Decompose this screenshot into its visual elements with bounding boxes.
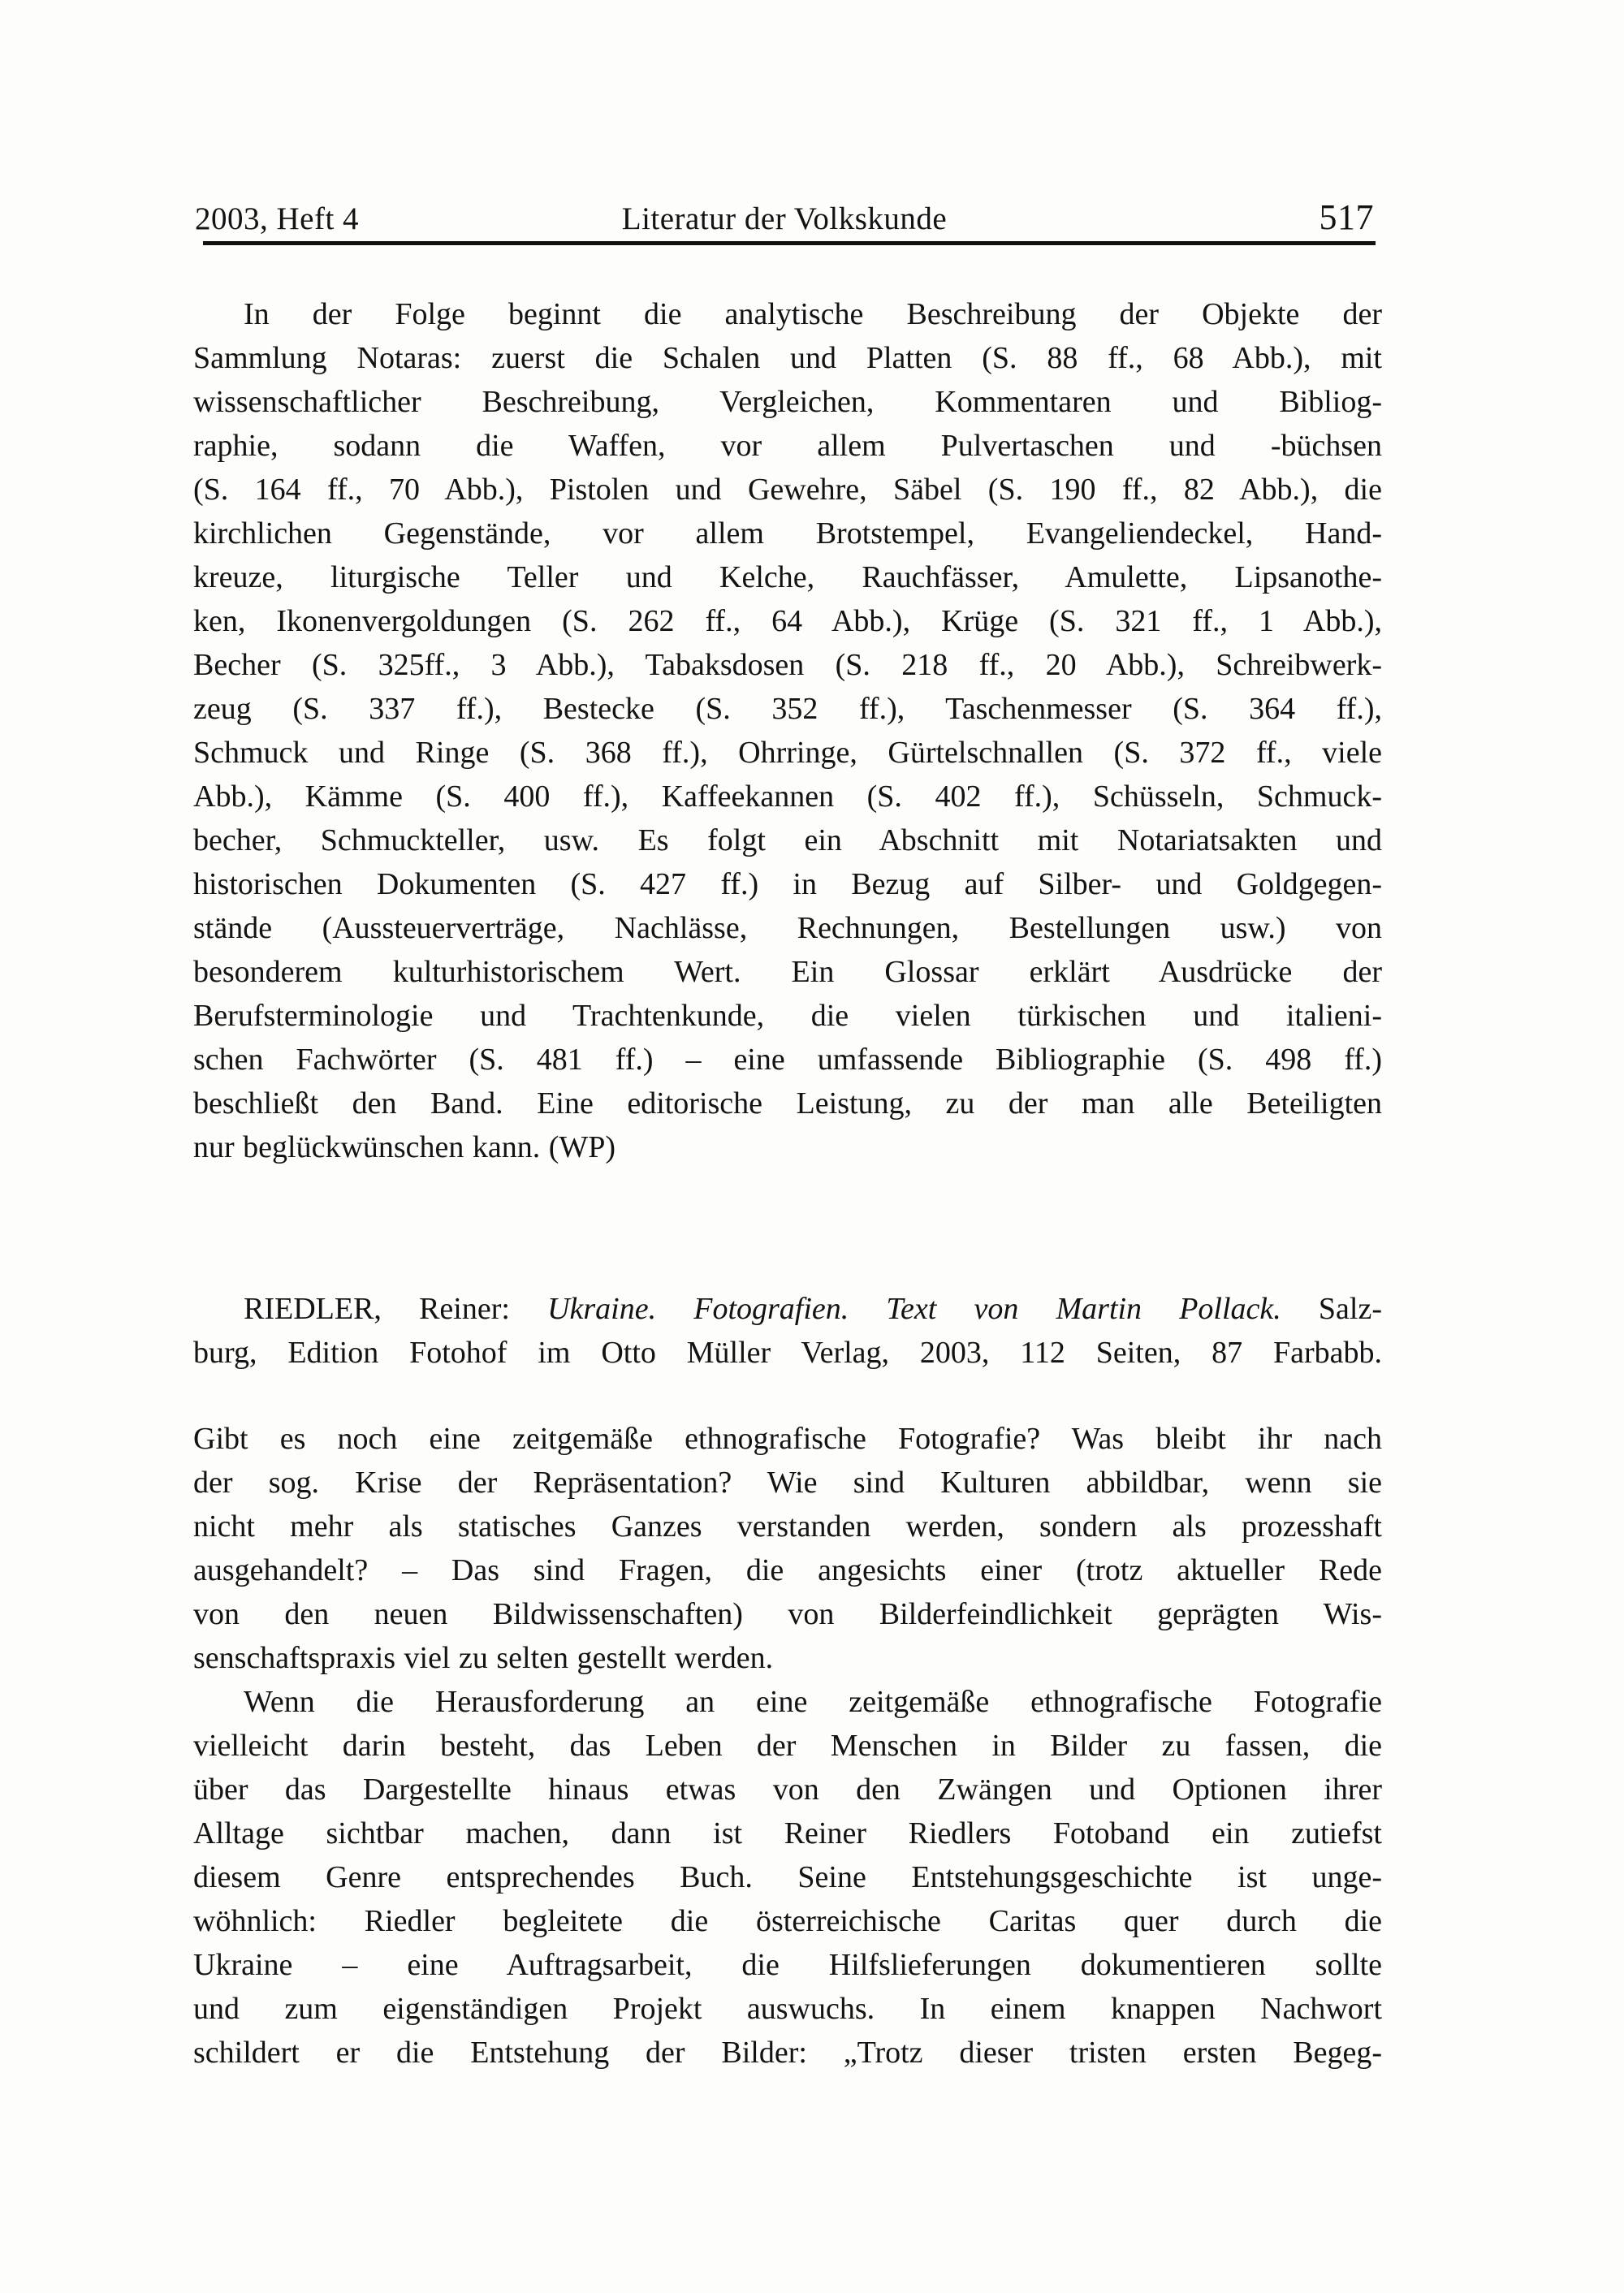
text-line: wöhnlich: Riedler begleitete die österreichische Caritas quer durch die (193, 1904, 1382, 1938)
text-line: kreuze, liturgische Teller und Kelche, Rauchfässer, Amulette, Lipsanothe- (193, 560, 1382, 594)
cited-title-italic: Ukraine. Fotografien. Text von Martin Pollack. (547, 1292, 1281, 1326)
page-number: 517 (1319, 197, 1374, 237)
text-line: Ukraine – eine Auftragsarbeit, die Hilfslieferungen dokumentieren sollte (193, 1948, 1382, 1982)
text-line: Wenn die Herausforderung an eine zeitgemäße ethnografische Fotografie (244, 1685, 1382, 1719)
text-line: historischen Dokumenten (S. 427 ff.) in Bezug auf Silber- und Goldgegen- (193, 867, 1382, 901)
text-line: wissenschaftlicher Beschreibung, Vergleichen, Kommentaren und Bibliog- (193, 385, 1382, 419)
text-line: raphie, sodann die Waffen, vor allem Pulvertaschen und -büchsen (193, 429, 1382, 463)
text-line: Abb.), Kämme (S. 400 ff.), Kaffeekannen (S. 402 ff.), Schüsseln, Schmuck- (193, 779, 1382, 814)
text-line: nur beglückwünschen kann. (WP) (193, 1130, 616, 1164)
text-line: über das Dargestellte hinaus etwas von den Zwängen und Optionen ihrer (193, 1773, 1382, 1807)
text-line: (S. 164 ff., 70 Abb.), Pistolen und Gewehre, Säbel (S. 190 ff., 82 Abb.), die (193, 473, 1382, 507)
section-title: Literatur der Volkskunde (621, 201, 948, 236)
text-line: ken, Ikonenvergoldungen (S. 262 ff., 64 Abb.), Krüge (S. 321 ff., 1 Abb.), (193, 604, 1382, 638)
text-line: und zum eigenständigen Projekt auswuchs. In einem knappen Nachwort (193, 1992, 1382, 2026)
citation-text: Salz- (1281, 1292, 1382, 1326)
citation-text: RIEDLER, Reiner: (244, 1292, 548, 1326)
text-line: schildert er die Entstehung der Bilder: „Trotz dieser tristen ersten Begeg- (193, 2036, 1382, 2070)
text-line: nicht mehr als statisches Ganzes verstanden werden, sondern als prozesshaft (193, 1509, 1382, 1544)
journal-issue-label: 2003, Heft 4 (195, 201, 360, 236)
running-head (195, 197, 1374, 237)
text-line: Alltage sichtbar machen, dann ist Reiner Riedlers Fotoband ein zutiefst (193, 1816, 1382, 1850)
text-line: burg, Edition Fotohof im Otto Müller Verlag, 2003, 112 Seiten, 87 Farbabb. (193, 1336, 1382, 1370)
citation-riedler-ukraine (193, 1287, 1382, 1375)
text-line: zeug (S. 337 ff.), Bestecke (S. 352 ff.), Taschenmesser (S. 364 ff.), (193, 692, 1382, 726)
review-riedler-para-2 (193, 1680, 1382, 2075)
text-line: stände (Aussteuerverträge, Nachlässe, Rechnungen, Bestellungen usw.) von (193, 911, 1382, 945)
text-line: Schmuck und Ringe (S. 368 ff.), Ohrringe, Gürtelschnallen (S. 372 ff., viele (193, 736, 1382, 770)
text-line: besonderem kulturhistorischem Wert. Ein Glossar erklärt Ausdrücke der (193, 955, 1382, 989)
header-rule (203, 241, 1376, 245)
text-line: beschließt den Band. Eine editorische Leistung, zu der man alle Beteiligten (193, 1086, 1382, 1121)
text-line: Gibt es noch eine zeitgemäße ethnografische Fotografie? Was bleibt ihr nach (193, 1422, 1382, 1456)
text-line: diesem Genre entsprechendes Buch. Seine Entstehungsgeschichte ist unge- (193, 1860, 1382, 1894)
text-line: ausgehandelt? – Das sind Fragen, die angesichts einer (trotz aktueller Rede (193, 1553, 1382, 1587)
text-line: vielleicht darin besteht, das Leben der Menschen in Bilder zu fassen, die (193, 1729, 1382, 1763)
text-line: schen Fachwörter (S. 481 ff.) – eine umfassende Bibliographie (S. 498 ff.) (193, 1043, 1382, 1077)
text-line: In der Folge beginnt die analytische Beschreibung der Objekte der (244, 297, 1382, 331)
text-line: Sammlung Notaras: zuerst die Schalen und Platten (S. 88 ff., 68 Abb.), mit (193, 341, 1382, 375)
review-notaras-body (193, 292, 1382, 1169)
text-line: von den neuen Bildwissenschaften) von Bilderfeindlichkeit geprägten Wis- (193, 1597, 1382, 1631)
text-line: Berufsterminologie und Trachtenkunde, die vielen türkischen und italieni- (193, 999, 1382, 1033)
text-line: kirchlichen Gegenstände, vor allem Brotstempel, Evangeliendeckel, Hand- (193, 516, 1382, 551)
text-line: becher, Schmuckteller, usw. Es folgt ein Abschnitt mit Notariatsakten und (193, 823, 1382, 857)
text-line (193, 1287, 1382, 1331)
text-line: Becher (S. 325ff., 3 Abb.), Tabaksdosen (S. 218 ff., 20 Abb.), Schreibwerk- (193, 648, 1382, 682)
text-line: der sog. Krise der Repräsentation? Wie sind Kulturen abbildbar, wenn sie (193, 1466, 1382, 1500)
review-riedler-para-1 (193, 1417, 1382, 1680)
text-line: senschaftspraxis viel zu selten gestellt werden. (193, 1641, 774, 1675)
page-body (193, 292, 1382, 2075)
